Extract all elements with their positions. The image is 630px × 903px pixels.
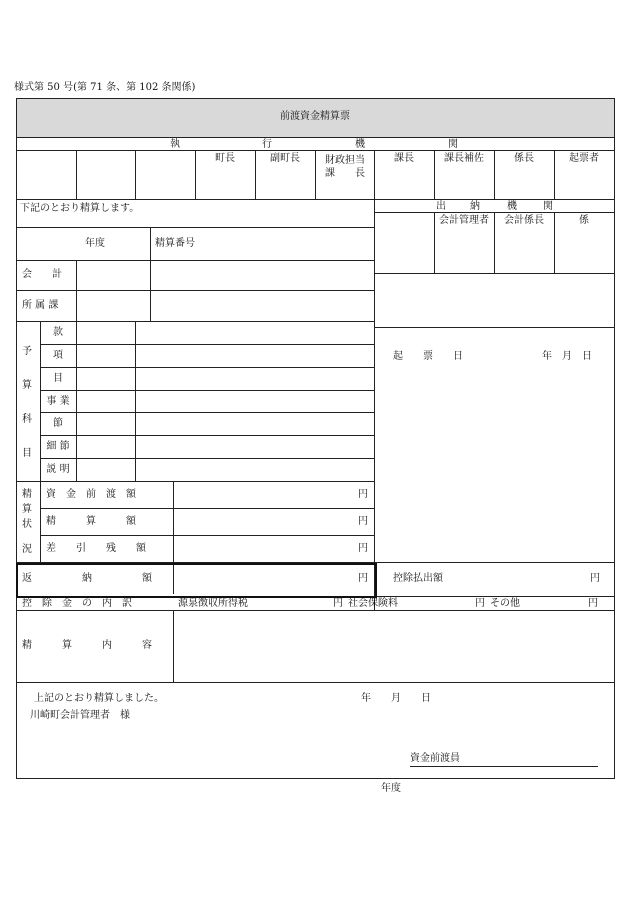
- col-section-chief: 課長: [394, 153, 414, 164]
- col-assistant-chief: 課長補佐: [444, 153, 484, 164]
- yen-social-insurance: 円: [475, 598, 485, 609]
- yen-balance: 円: [358, 543, 368, 554]
- col-finance-chief: 財政担当 課 長: [325, 155, 365, 179]
- label-balance-amount: 差 引 残 額: [46, 543, 146, 554]
- yen-withholding: 円: [333, 598, 343, 609]
- exec-header-2: 行: [262, 139, 272, 150]
- budget-item-setsu: 節: [53, 418, 63, 429]
- col-vice-mayor: 副町長: [270, 153, 300, 164]
- label-advance-amount: 資 金 前 渡 額: [46, 489, 136, 500]
- settle-v-3: 状: [22, 519, 32, 530]
- settle-v-4: 況: [22, 544, 32, 555]
- label-withholding-tax: 源泉徴収所得税: [178, 598, 248, 609]
- form-title: 前渡資金精算票: [280, 111, 350, 122]
- label-refund: 返 納 額: [22, 573, 152, 584]
- budget-item-kan: 款: [53, 327, 63, 338]
- label-settle-no: 精算番号: [155, 238, 195, 249]
- budget-v-1: 予: [22, 346, 32, 357]
- footer-date: 年 月 日: [361, 693, 431, 704]
- yen-settle: 円: [358, 516, 368, 527]
- budget-item-jigyo: 事 業: [46, 396, 70, 407]
- budget-item-setsumei: 説 明: [46, 464, 70, 475]
- label-social-insurance: 社会保険料: [348, 598, 398, 609]
- label-dept: 所 属 課: [22, 300, 59, 311]
- yen-other: 円: [588, 598, 598, 609]
- label-issue-date: 起 票 日: [393, 351, 463, 362]
- footer-year-note: 年度: [381, 783, 401, 794]
- issue-date-ymd: 年 月 日: [542, 351, 592, 362]
- intro-text: 下記のとおり精算します。: [20, 203, 140, 214]
- form-number: 様式第 50 号(第 71 条、第 102 条関係): [14, 82, 196, 93]
- label-deduct-payment: 控除払出額: [393, 573, 443, 584]
- budget-item-kou: 項: [53, 350, 63, 361]
- label-account: 会 計: [22, 269, 62, 280]
- cashier-header-2: 納: [470, 201, 480, 212]
- yen-advance: 円: [358, 489, 368, 500]
- col-drafter: 起票者: [569, 153, 599, 164]
- col-unit-chief: 係長: [514, 153, 534, 164]
- label-settle-amount: 精 算 額: [46, 516, 136, 527]
- label-deduct-breakdown: 控 除 金 の 内 訳: [22, 598, 132, 609]
- cashier-header-1: 出: [436, 201, 446, 212]
- yen-refund: 円: [358, 573, 368, 584]
- budget-item-moku: 目: [53, 373, 63, 384]
- col-accounting-manager: 会計管理者: [439, 215, 489, 226]
- footer-addressee: 川崎町会計管理者 様: [30, 710, 130, 721]
- exec-header-1: 執: [170, 139, 180, 150]
- label-settle-content: 精 算 内 容: [22, 640, 152, 651]
- budget-v-3: 科: [22, 414, 32, 425]
- col-accounting-chief: 会計係長: [504, 215, 544, 226]
- settle-v-1: 精: [22, 489, 32, 500]
- exec-header-3: 機: [355, 139, 365, 150]
- col-clerk: 係: [579, 215, 589, 226]
- cashier-header-3: 機: [507, 201, 517, 212]
- footer-statement: 上記のとおり精算しました。: [34, 693, 164, 704]
- settle-v-2: 算: [22, 504, 32, 515]
- col-mayor: 町長: [215, 153, 235, 164]
- budget-item-saisetsu: 細 節: [46, 441, 70, 452]
- label-year: 年度: [85, 238, 105, 249]
- footer-officer: 資金前渡員: [410, 753, 460, 764]
- label-other: その他: [490, 598, 520, 609]
- yen-deduct-payment: 円: [590, 573, 600, 584]
- budget-v-4: 目: [22, 448, 32, 459]
- budget-v-2: 算: [22, 380, 32, 391]
- cashier-header-4: 関: [543, 201, 553, 212]
- exec-header-4: 関: [448, 139, 458, 150]
